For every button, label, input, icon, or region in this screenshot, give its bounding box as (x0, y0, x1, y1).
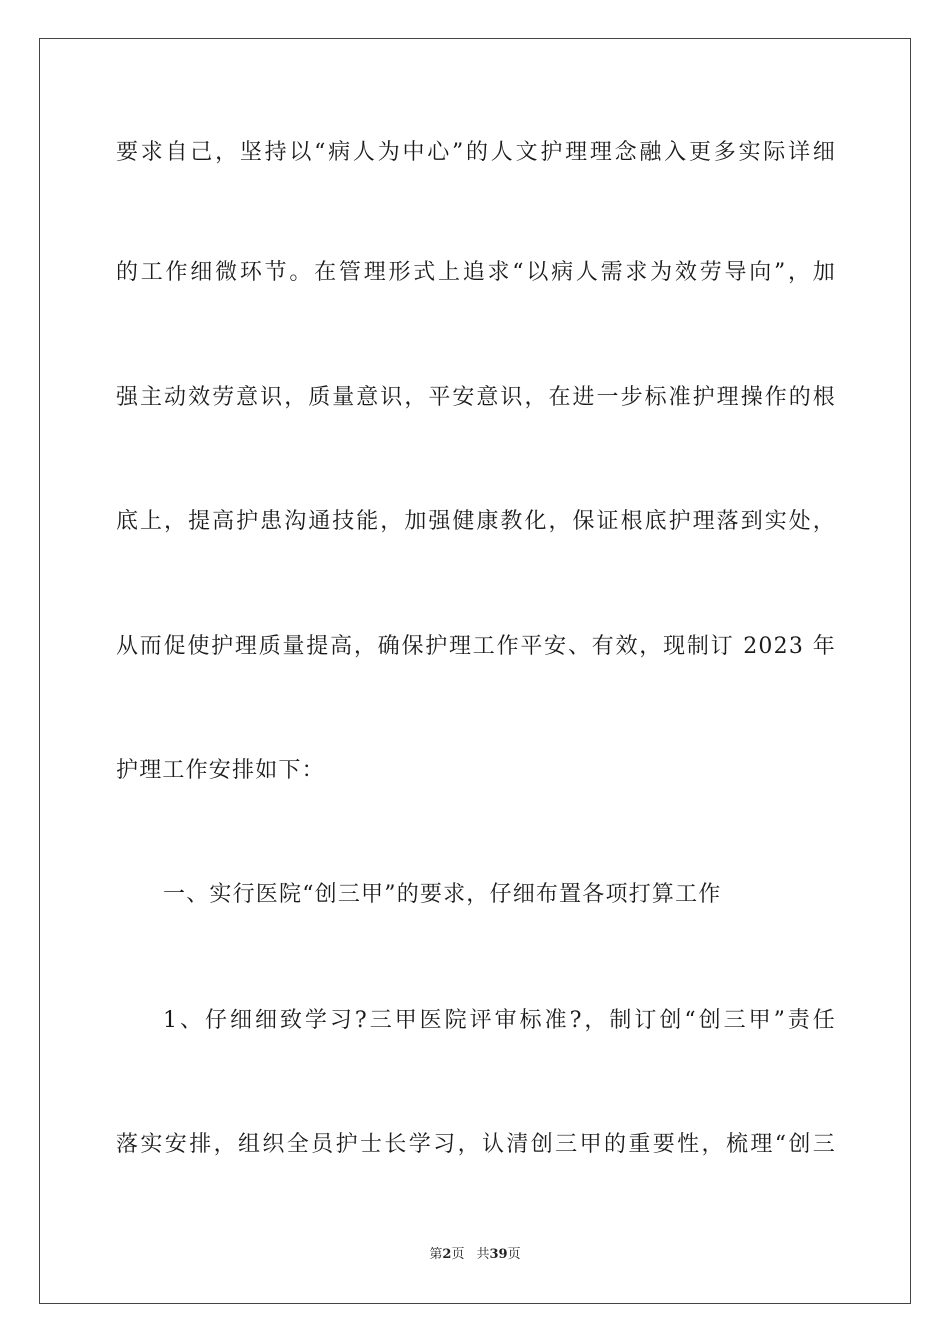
body-text-line-6: 护理工作安排如下： (116, 758, 325, 783)
page-border (39, 38, 911, 1304)
footer-page-number: 2 (442, 1247, 452, 1262)
body-text-line-9: 落实安排，组织全员护士长学习，认清创三甲的重要性，梳理“创三 (116, 1132, 836, 1157)
footer-total-suffix: 页 (507, 1247, 521, 1262)
footer-total-pages: 39 (489, 1247, 508, 1262)
body-text-line-3: 强主动效劳意识，质量意识，平安意识，在进一步标准护理操作的根 (116, 385, 836, 410)
footer-page-prefix: 第 (429, 1247, 443, 1262)
body-text-line-1: 要求自己，坚持以“病人为中心”的人文护理理念融入更多实际详细 (116, 140, 836, 165)
footer-page-suffix: 页 (451, 1247, 465, 1262)
section-heading: 一、实行医院“创三甲”的要求，仔细布置各项打算工作 (163, 882, 722, 907)
body-text-line-5: 从而促使护理质量提高，确保护理工作平安、有效，现制订 2023 年 (116, 634, 836, 659)
page-footer (0, 1246, 950, 1264)
footer-total-prefix: 共 (476, 1247, 490, 1262)
body-text-line-2: 的工作细微环节。在管理形式上追求“以病人需求为效劳导向”，加 (116, 260, 836, 285)
body-text-line-8: 1、仔细细致学习?三甲医院评审标准?，制订创“创三甲”责任 (163, 1008, 836, 1033)
body-text-line-4: 底上，提高护患沟通技能，加强健康教化，保证根底护理落到实处， (116, 509, 836, 534)
